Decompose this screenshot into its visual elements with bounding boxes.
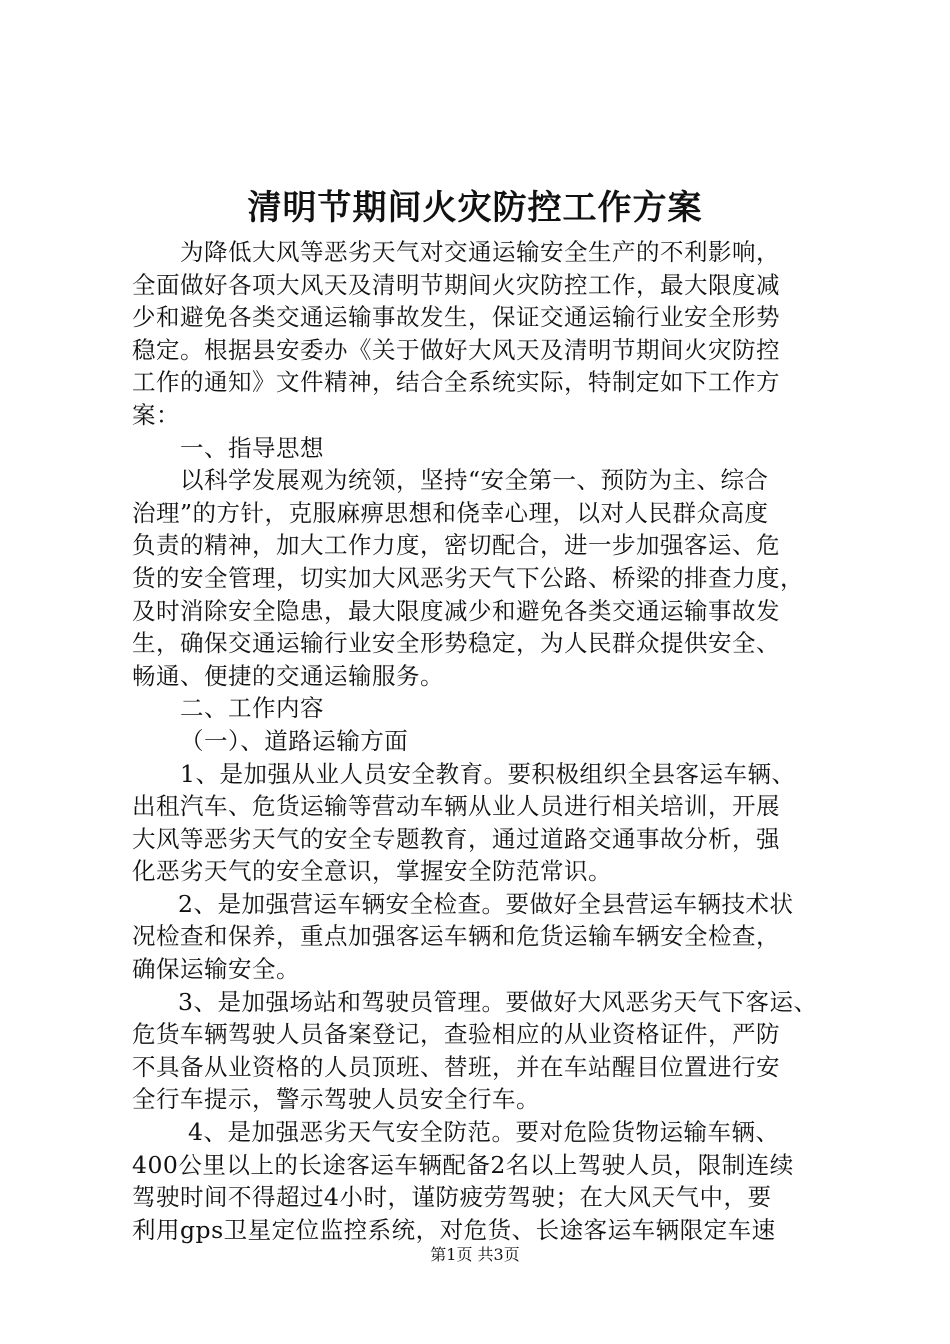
paragraph-line: 况检查和保养，重点加强客运车辆和危货运输车辆安全检查， bbox=[132, 922, 780, 951]
paragraph-line: 治理”的方针，克服麻痹思想和侥幸心理，以对人民群众高度 bbox=[132, 498, 769, 527]
paragraph-line: 少和避免各类交通运输事故发生，保证交通运输行业安全形势 bbox=[132, 303, 780, 332]
paragraph-line: 利用gps卫星定位监控系统，对危货、长途客运车辆限定车速 bbox=[132, 1215, 776, 1244]
paragraph-line: 全行车提示，警示驾驶人员安全行车。 bbox=[132, 1085, 540, 1114]
section-heading: 一、指导思想 bbox=[180, 433, 324, 462]
paragraph-line: 确保运输安全。 bbox=[132, 955, 300, 984]
paragraph-line: 畅通、便捷的交通运输服务。 bbox=[132, 661, 444, 690]
paragraph-line: 4、是加强恶劣天气安全防范。要对危险货物运输车辆、 bbox=[188, 1118, 780, 1147]
paragraph-line: 生，确保交通运输行业安全形势稳定，为人民群众提供安全、 bbox=[132, 629, 780, 658]
paragraph-line: 稳定。根据县安委办《关于做好大风天及清明节期间火灾防控 bbox=[132, 335, 780, 364]
paragraph-line: 全面做好各项大风天及清明节期间火灾防控工作，最大限度减 bbox=[132, 270, 780, 299]
paragraph-line: 负责的精神，加大工作力度，密切配合，进一步加强客运、危 bbox=[132, 531, 780, 560]
paragraph-line: 案： bbox=[132, 400, 180, 429]
paragraph-line: 危货车辆驾驶人员备案登记，查验相应的从业资格证件，严防 bbox=[132, 1020, 780, 1049]
paragraph-line: 为降低大风等恶劣天气对交通运输安全生产的不利影响， bbox=[180, 238, 780, 266]
paragraph-line: 工作的通知》文件精神，结合全系统实际，特制定如下工作方 bbox=[132, 368, 780, 397]
page-number-footer: 第1页 共3页 bbox=[430, 1245, 520, 1264]
paragraph-line: 3、是加强场站和驾驶员管理。要做好大风恶劣天气下客运、 bbox=[178, 987, 818, 1016]
paragraph-line: 不具备从业资格的人员顶班、替班，并在车站醒目位置进行安 bbox=[132, 1052, 780, 1081]
paragraph-line: 货的安全管理，切实加大风恶劣天气下公路、桥梁的排查力度， bbox=[132, 563, 804, 592]
paragraph-line: 400公里以上的长途客运车辆配备2名以上驾驶人员，限制连续 bbox=[132, 1150, 794, 1179]
subsection-heading: （一）、道路运输方面 bbox=[180, 726, 409, 755]
paragraph-line: 化恶劣天气的安全意识，掌握安全防范常识。 bbox=[132, 857, 612, 886]
section-heading: 二、工作内容 bbox=[180, 694, 324, 723]
document-title: 清明节期间火灾防控工作方案 bbox=[247, 188, 703, 228]
paragraph-line: 出租汽车、危货运输等营动车辆从业人员进行相关培训，开展 bbox=[132, 792, 780, 821]
paragraph-line: 及时消除安全隐患，最大限度减少和避免各类交通运输事故发 bbox=[132, 596, 780, 625]
paragraph-line: 大风等恶劣天气的安全专题教育，通过道路交通事故分析，强 bbox=[132, 824, 780, 853]
paragraph-line: 2、是加强营运车辆安全检查。要做好全县营运车辆技术状 bbox=[178, 889, 794, 918]
paragraph-line: 以科学发展观为统领，坚持“安全第一、预防为主、综合 bbox=[180, 466, 769, 495]
paragraph-line: 1、是加强从业人员安全教育。要积极组织全县客运车辆、 bbox=[180, 759, 796, 788]
document-body bbox=[132, 236, 832, 1246]
paragraph-line: 驾驶时间不得超过4小时，谨防疲劳驾驶；在大风天气中，要 bbox=[132, 1183, 772, 1212]
